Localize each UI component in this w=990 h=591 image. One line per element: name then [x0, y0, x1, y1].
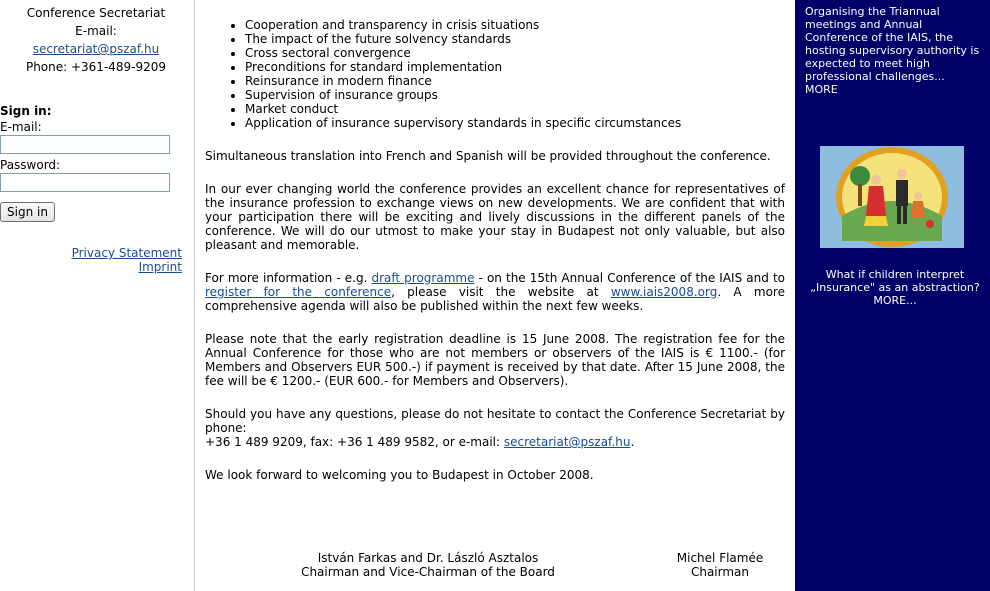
children-drawing-icon [820, 146, 964, 248]
left-sidebar [0, 0, 195, 591]
info-text: , please visit the website at [391, 285, 611, 299]
sidebar-intro [795, 0, 990, 96]
translation-paragraph: Simultaneous translation into French and Spanish will be provided throughout the conference. [205, 149, 771, 163]
main-content [205, 12, 785, 482]
info-text: . A more comprehensive agenda will also be published within the next few weeks. [205, 285, 785, 313]
contact-text: Should you have any questions, please do not hesitate to contact the Conference Secretariat by phone: [205, 407, 785, 435]
image-caption-text: What if children interpret „Insurance" as an abstraction? [810, 268, 980, 294]
info-paragraph [205, 271, 785, 313]
registration-paragraph: Please note that the early registration deadline is 15 June 2008. The registration fee for the Annual Conference for those who are not members or observers of the IAIS is € 1100.- (for Members and Observers EUR 500.-) if payment is received by that date. After 15 June 2008, the fee will be € 1200.- (EUR 600.- for Members and Observers). [205, 332, 785, 388]
signature-name: Michel Flamée [676, 551, 764, 565]
contact-block [0, 4, 192, 76]
right-sidebar [795, 0, 990, 591]
signin-heading: Sign in: [0, 104, 52, 118]
signin-password-label: Password: [0, 158, 61, 172]
more-link[interactable]: MORE [805, 83, 838, 96]
image-caption [805, 268, 985, 307]
signature-title: Chairman [690, 565, 750, 579]
contact-text: +36 1 489 9209, fax: +36 1 489 9582, or e-mail: [205, 435, 504, 449]
info-text: - on the 15th Annual Conference of the IAIS and to [474, 271, 785, 285]
list-item: • Cross sectoral convergence [245, 46, 785, 60]
signin-password-input[interactable] [0, 173, 170, 192]
children-drawing-image[interactable] [820, 146, 964, 248]
list-item: • The impact of the future solvency standards [245, 32, 785, 46]
contact-phone: Phone: +361-489-9209 [25, 60, 167, 74]
contact-email-link[interactable]: secretariat@pszaf.hu [32, 42, 160, 56]
signin-email-input[interactable] [0, 135, 170, 154]
topics-list [205, 18, 785, 130]
signin-email-label: E-mail: [0, 120, 42, 134]
privacy-statement-link[interactable]: Privacy Statement [71, 246, 182, 260]
website-link[interactable]: www.iais2008.org [610, 285, 718, 299]
list-item: • Supervision of insurance groups [245, 88, 785, 102]
list-item: • Cooperation and transparency in crisis situations [245, 18, 785, 32]
contact-paragraph [205, 407, 785, 449]
list-item: • Market conduct [245, 102, 785, 116]
register-link[interactable]: register for the conference [205, 285, 392, 299]
signature-board [293, 551, 563, 579]
closing-paragraph: We look forward to welcoming you to Budapest in October 2008. [205, 468, 594, 482]
info-text: For more information - e.g. [205, 271, 372, 285]
signature-chairman [670, 551, 770, 579]
welcome-paragraph: In our ever changing world the conference provides an excellent chance for representatives of the insurance profession to exchange views on new developments. We are confident that with your participation there will be exciting and lively discussions in the different panels of the conference. We will do our utmost to make your stay in Budapest not only valuable, but also pleasant and memorable. [205, 182, 785, 252]
list-item: • Application of insurance supervisory standards in specific circumstances [245, 116, 785, 130]
signin-form [0, 104, 190, 222]
footer-links [72, 246, 182, 274]
signin-button[interactable]: Sign in [0, 202, 55, 222]
contact-text: . [630, 435, 635, 449]
sidebar-intro-text: Organising the Triannual meetings and Annual Conference of the IAIS, the hosting supervisory authority is expected to meet high professional challenges... [805, 5, 980, 83]
signature-name: István Farkas and Dr. László Asztalos [317, 551, 539, 565]
imprint-link[interactable]: Imprint [138, 260, 182, 274]
more-link-caption[interactable]: MORE... [873, 294, 917, 307]
contact-title: Conference Secretariat [26, 6, 166, 20]
signature-title: Chairman and Vice-Chairman of the Board [301, 565, 555, 579]
secretariat-email-link[interactable]: secretariat@pszaf.hu [503, 435, 631, 449]
contact-email-label: E-mail: [75, 24, 117, 38]
draft-programme-link[interactable]: draft programme [371, 271, 475, 285]
list-item: • Preconditions for standard implementation [245, 60, 785, 74]
list-item: • Reinsurance in modern finance [245, 74, 785, 88]
